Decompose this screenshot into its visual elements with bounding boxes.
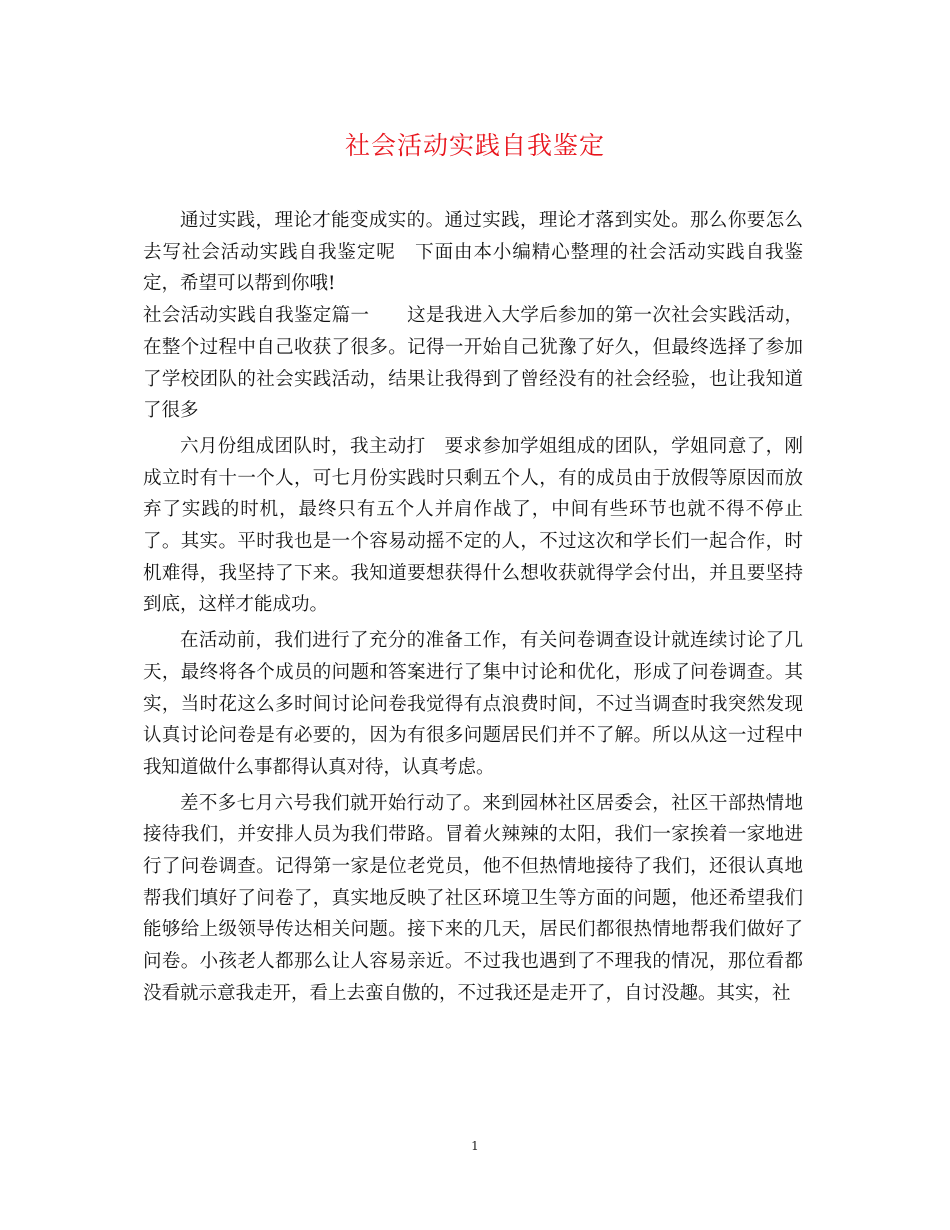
paragraph-section-one: 社会活动实践自我鉴定篇一 这是我进入大学后参加的第一次社会实践活动，在整个过程中自己收获了很多。记得一开始自己犹豫了好久，但最终选择了参加了学校团队的社会实践活动，结果让我得到了曾经没有的社会经验，也让我知道了很多 (143, 305, 803, 422)
document-body (143, 205, 803, 1010)
paragraph-survey: 差不多七月六号我们就开始行动了。来到园林社区居委会，社区干部热情地接待我们，并安排人员为我们带路。冒着火辣辣的太阳，我们一家挨着一家地进行了问卷调查。记得第一家是位老党员，他不但热情地接待了我们，还很认真地帮我们填好了问卷了，真实地反映了社区环境卫生等方面的问题，他还希望我们能够给上级领导传达相关问题。接下来的几天，居民们都很热情地帮我们做好了问卷。小孩老人都那么让人容易亲近。不过我也遇到了不理我的情况，那位看都没看就示意我走开，看上去蛮自傲的，不过我还是走开了，自讨没趣。其实，社 (143, 792, 803, 1004)
paragraph-team-formation: 六月份组成团队时，我主动打 要求参加学姐组成的团队，学姐同意了，刚成立时有十一个人，可七月份实践时只剩五个人，有的成员由于放假等原因而放弃了实践的时机，最终只有五个人并肩作战了，中间有些环节也就不得不停止了。其实。平时我也是一个容易动摇不定的人，不过这次和学长们一起合作，时机难得，我坚持了下来。我知道要想获得什么想收获就得学会付出，并且要坚持到底，这样才能成功。 (143, 435, 803, 616)
paragraph-preparation: 在活动前，我们进行了充分的准备工作，有关问卷调查设计就连续讨论了几天，最终将各个成员的问题和答案进行了集中讨论和优化，形成了问卷调查。其实，当时花这么多时间讨论问卷我觉得有点浪费时间，不过当调查时我突然发现认真讨论问卷是有必要的，因为有很多问题居民们并不了解。所以从这一过程中我知道做什么事都得认真对待，认真考虑。 (143, 630, 803, 778)
document-title: 社会活动实践自我鉴定 (344, 131, 605, 160)
page-number: 1 (471, 1139, 479, 1153)
paragraph-intro: 通过实践，理论才能变成实的。通过实践，理论才落到实处。那么你要怎么去写社会活动实践自我鉴定呢 下面由本小编精心整理的社会活动实践自我鉴定，希望可以帮到你哦! (143, 210, 803, 295)
